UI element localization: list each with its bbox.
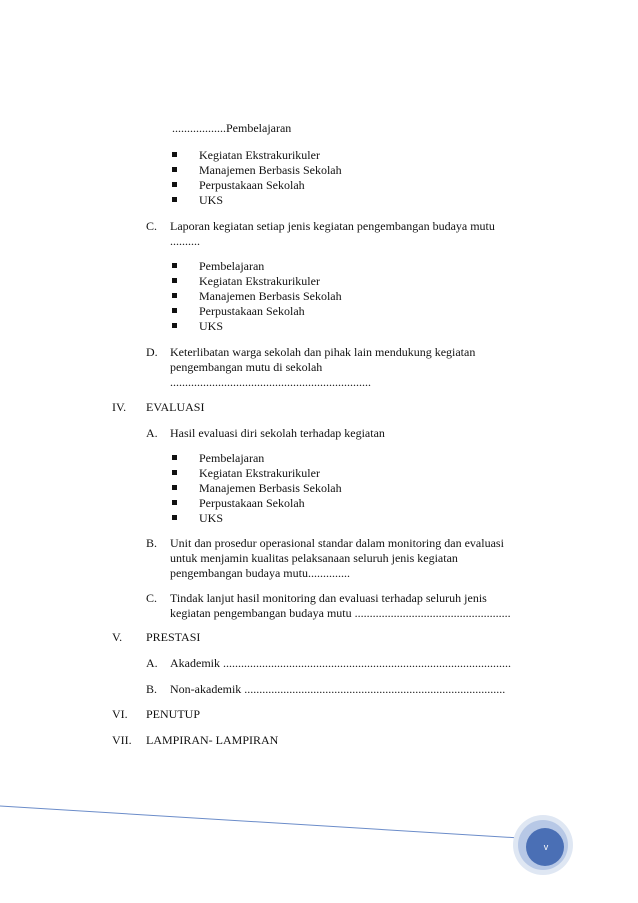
section-number: VII. bbox=[112, 733, 132, 747]
item-c-text-2: kegiatan pengembangan budaya mutu .................................................... bbox=[170, 606, 511, 620]
item-b-text-3: pengembangan budaya mutu.............. bbox=[170, 566, 350, 580]
item-c-text-1: Tindak lanjut hasil monitoring dan evaluasi terhadap seluruh jenis bbox=[170, 591, 487, 605]
item-d-text-2: pengembangan mutu di sekolah bbox=[170, 360, 323, 374]
item-b-label: B. bbox=[146, 536, 158, 550]
section-title: PENUTUP bbox=[146, 707, 201, 721]
item-c-dots: .......... bbox=[170, 234, 200, 248]
document-page: ..................Pembelajaran Kegiatan Ekstrakurikuler Manajemen Berbasis Sekolah Perpustakaan Sekolah UKS C. Laporan kegiatan setiap jenis kegiatan pengembangan budaya mutu .......... Pembelajaran Kegiatan Ekstrakurikuler Manajemen Berbasis Sekolah Perpustakaan Sekolah UKS D. Keterlibatan warga sekolah dan pihak lain mendukung kegiatan pengembangan mutu di sekolah ................................................................... IV. EVALUASI A. Hasil evaluasi diri sekolah terhadap kegiatan Pembelajaran Kegiatan Ekstrakurikuler Manajemen Berbasis Sekolah Perpustakaan Sekolah UKS B. Unit dan prosedur operasional standar dalam monitoring dan evaluasi untuk menjamin kualitas pelaksanaan seluruh jenis kegiatan pengembangan budaya mutu.............. C. Tindak lanjut hasil monitoring dan evaluasi terhadap seluruh jenis kegiatan pengembangan budaya mutu .................................................... V. PRESTASI A. Akademik ................................................................................................ B. Non-akademik ....................................................................................... VI. PENUTUP VII. LAMPIRAN- LAMPIRAN v bbox=[0, 0, 638, 903]
section-number: IV. bbox=[112, 400, 127, 414]
item-a-text: Hasil evaluasi diri sekolah terhadap kegiatan bbox=[170, 426, 385, 440]
item-c-label: C. bbox=[146, 591, 158, 605]
item-b-text: Non-akademik ....................................................................................... bbox=[170, 682, 506, 696]
page-number: v bbox=[543, 842, 549, 852]
section-title: LAMPIRAN- LAMPIRAN bbox=[146, 733, 279, 747]
section-title: EVALUASI bbox=[146, 400, 205, 414]
item-d-text-1: Keterlibatan warga sekolah dan pihak lain mendukung kegiatan bbox=[170, 345, 476, 359]
item-d-dots: ................................................................... bbox=[170, 375, 371, 389]
section-number: V. bbox=[112, 630, 123, 644]
item-a-label: A. bbox=[146, 426, 158, 440]
item-d-label: D. bbox=[146, 345, 158, 359]
item-b-text-2: untuk menjamin kualitas pelaksanaan seluruh jenis kegiatan bbox=[170, 551, 458, 565]
item-a-label: A. bbox=[146, 656, 158, 670]
section-number: VI. bbox=[112, 707, 128, 721]
item-a-text: Akademik ................................................................................................ bbox=[170, 656, 511, 670]
section-title: PRESTASI bbox=[146, 630, 201, 644]
item-c-text: Laporan kegiatan setiap jenis kegiatan pengembangan budaya mutu bbox=[170, 219, 495, 233]
item-c-label: C. bbox=[146, 219, 158, 233]
item-b-label: B. bbox=[146, 682, 158, 696]
item-b-text-1: Unit dan prosedur operasional standar dalam monitoring dan evaluasi bbox=[170, 536, 504, 550]
top-line: ..................Pembelajaran bbox=[172, 121, 292, 135]
